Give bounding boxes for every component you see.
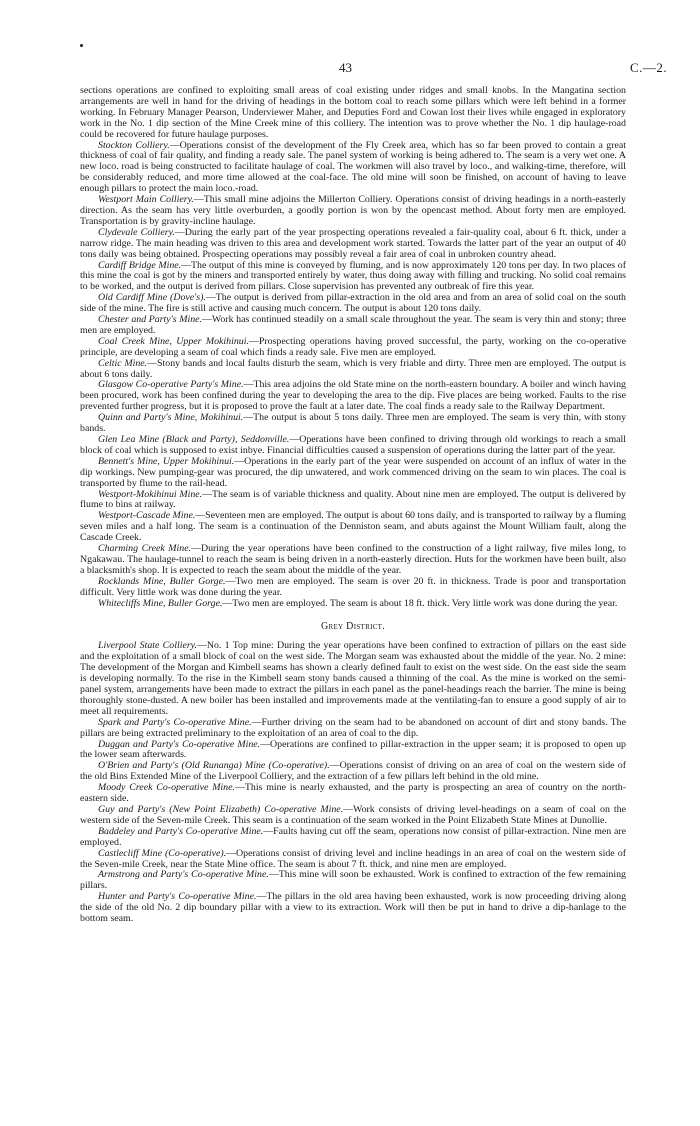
paragraph-title: Westport-Mokihinui Mine. (98, 488, 203, 500)
paragraph-text: —Operations consist of driving on an area of coal on the western side of the old Bins Extended Mine of the Liverpool Colliery, and the extraction of a few pillars left behind in the old mine. (80, 760, 626, 783)
document-code: C.—2. (630, 60, 668, 75)
paragraph (80, 141, 626, 196)
paragraph (80, 870, 626, 892)
paragraph-text: —Faults having cut off the seam, operations now consist of pillar-extraction. Nine men are employed. (80, 825, 626, 848)
paragraph-title: Guy and Party's (New Point Elizabeth) Co-operative Mine. (98, 804, 344, 815)
paragraph-title: Liverpool State Colliery. (98, 640, 197, 652)
paragraph (80, 315, 626, 337)
paragraph-text: sections operations are confined to exploiting small areas of coal existing under ridges and small knobs. In the Mangatina section arrangements are well in hand for the driving of headings in the bottom coal to reach some pillars which were left behind in a former working. In February Manager Pearson, Underviewer Maher, and Deputies Ford and Cowan lost their lives while engaged in exploratory work in the No. 1 dip section of the Mine Creek mine of this colliery. The intention was to prove whether the No. 1 dip haulage-road could be recovered for future haulage purposes. (80, 85, 626, 140)
paragraph-text: —Two men are employed. The seam is about 18 ft. thick. Very little work was done during the year. (222, 597, 618, 609)
paragraph-text: —Two men are employed. The seam is over 20 ft. in thickness. Trade is poor and transportation difficult. Very little work was done during the year. (80, 575, 626, 598)
paragraph (80, 892, 626, 925)
section-grey-district (80, 641, 626, 925)
paragraph-text: —This mine will soon be exhausted. Work is confined to extraction of the few remaining pillars. (80, 869, 626, 892)
paragraph-text: —Work has continued steadily on a small scale throughout the year. The seam is very thin and stony; three men are employed. (80, 314, 627, 336)
paragraph-text: —Prospecting operations having proved successful, the party, working on the co-operative principle, are developing a seam of coal which finds a ready sale. Five men are employed. (80, 335, 627, 358)
paragraph-text: —Operations have been confined to driving through old workings to reach a small block of coal which is supposed to exist inbye. Financial difficulties caused a suspension of operations during the latter part of the year. (80, 434, 626, 456)
paragraph-title: O'Brien and Party's (Old Runanga) Mine (Co-operative). (98, 760, 330, 772)
paragraph-text: —The output of this mine is conveyed by fluming, and is now approximately 120 tons per day. In two places of this mine the coal is got by the miners and transported entirely by water, thus doing away with filling and trucking. No solid coal remains to be worked, and the output is derived from pillars. Close supervision has prevented any outbreak of fire this year. (80, 259, 626, 293)
paragraph (80, 849, 626, 871)
paragraph (80, 577, 626, 599)
paragraph (80, 761, 626, 783)
paragraph (80, 228, 626, 261)
paragraph (80, 544, 626, 577)
page-number: 43 (339, 60, 352, 75)
paragraph-title: Coal Creek Mine, Upper Mokihinui. (98, 335, 249, 347)
paragraph (80, 740, 626, 762)
paragraph (80, 718, 626, 740)
section-westport-district (80, 86, 626, 610)
paragraph-title: Old Cardiff Mine (Dove's). (98, 292, 206, 304)
paragraph-text: —This area adjoins the old State mine on the north-eastern boundary. A boiler and winch having been procured, work has been confined during the year to developing the area to the dip. Five places are being worked. Faults to the rise prevented further progress, but it is proposed to prove the fault at a later date. The coal finds a ready sale to the Railway Department. (80, 379, 626, 413)
paragraph-text: —This mine is nearly exhausted, and the party is prospecting an area of country on the north-eastern side. (80, 782, 626, 805)
paragraph-text: —Operations consist of driving level and incline headings in an area of coal on the western side of the Seven-mile Creek, near the State Mine office. The seam is about 7 ft. thick, and nine men are employed. (80, 847, 626, 870)
paragraph (80, 86, 626, 141)
paragraph-title: Whitecliffs Mine, Buller Gorge. (98, 597, 223, 609)
paragraph-text: —The pillars in the old area having been exhausted, work is now proceeding driving along the side of the old No. 2 dip boundary pillar with a view to its extraction. Work will then be put in hand to drive a dip-hanlage to the bottom seam. (80, 891, 627, 925)
paragraph (80, 337, 626, 359)
paragraph-text: —During the early part of the year prospecting operations revealed a fair-quality coal, about 6 ft. thick, under a narrow ridge. The main heading was driven to this area and development work started. Towards the latter part of the year an output of 40 tons daily was being obtained. Prospecting operations may possibly reveal a fair area of coal in unbroken country ahead. (80, 226, 626, 260)
paragraph (80, 805, 626, 827)
paragraph (80, 490, 626, 512)
paragraph-title: Castlecliff Mine (Co-operative). (98, 847, 227, 859)
paragraph-title: Hunter and Party's Co-operative Mine. (98, 891, 257, 903)
paragraph-text: —The output is about 5 tons daily. Three men are employed. The seam is very thin, with stony bands. (80, 412, 627, 435)
paragraph-title: Westport Main Colliery. (98, 194, 194, 206)
paragraph (80, 599, 626, 610)
paragraph (80, 783, 626, 805)
paragraph-title: Charming Creek Mine. (98, 543, 192, 555)
paragraph-title: Clydevale Colliery. (98, 226, 175, 238)
paragraph-title: Rocklands Mine, Buller Gorge. (98, 575, 226, 587)
paragraph (80, 827, 626, 849)
paragraph-title: Chester and Party's Mine. (98, 314, 202, 326)
paragraph-text: —Stony bands and local faults disturb the seam, which is very friable and dirty. Three men are employed. The output is about 6 tons daily. (80, 357, 626, 380)
paragraph-text: —The output is derived from pillar-extraction in the old area and from an area of solid coal on the south side of the mine. The fire is still active and causing much concern. The output is about 120 tons daily. (80, 292, 626, 315)
document-body (80, 86, 626, 925)
paragraph-text: —No. 1 Top mine: During the year operations have been confined to extraction of pillars on the east side and the exploitation of a small block of coal on the west side. The Morgan seam was exhausted about the middle of the year. No. 2 mine: The development of the Morgan and Kimbell seams has shown a clearly defined fault to exist on the west side. On the east side the seam is developing normally. To the rise in the Kimbell seam stony bands caused a thinning of the coal. As the mine is worked on the semi-panel system, arrangements have been made to extract the pillars in each panel as the panel-headings reach the barrier. The mine is being thoroughly stone-dusted. A new boiler has been installed and improvements made at the ventilating-fan to ensure a good supply of air to meet all requirements. (80, 640, 626, 717)
paragraph-title: Duggan and Party's Co-operative Mine. (98, 738, 261, 750)
paragraph-title: Westport-Cascade Mine. (98, 510, 196, 522)
paragraph (80, 195, 626, 228)
paragraph-text: —Work consists of driving level-headings on a seam of coal on the western side of the Seven-mile Creek. This seam is a continuation of the seam worked in the Point Elizabeth State Mines at Dunollie. (80, 804, 626, 826)
paragraph-title: Celtic Mine. (98, 357, 148, 369)
paragraph-title: Glasgow Co-operative Party's Mine. (98, 379, 244, 391)
paragraph (80, 380, 626, 413)
paragraph (80, 359, 626, 381)
paragraph-text: —The seam is of variable thickness and quality. About nine men are employed. The output is delivered by flume to bins at railway. (80, 488, 626, 511)
paragraph (80, 511, 626, 544)
paragraph-title: Cardiff Bridge Mine. (98, 259, 182, 271)
paragraph-title: Moody Creek Co-operative Mine. (98, 782, 235, 794)
paragraph-title: Baddeley and Party's Co-operative Mine. (98, 825, 264, 837)
paragraph-text: —Operations consist of the development of the Fly Creek area, which has so far been proved to contain a great thickness of coal of fair quality, and finding a ready sale. The panel system of working is being adhered to. The seam is a very wet one. A new loco. road is being constructed to facilitate haulage of coal. The workmen will also travel by loco., and walking-time, therefore, will be considerably reduced, and more time allowed at the coal-face. The old mine will soon be finished, on account of having to leave enough pillars to protect the main loco.-road. (80, 139, 626, 195)
paragraph-text: —During the year operations have been confined to the construction of a light railway, five miles long, to Ngakawau. The haulage-tunnel to reach the seam is being driven in a north-easterly direction. Huts for the workmen have been built, also a blacksmith's shop. It is expected to reach the seam about the middle of the year. (80, 543, 626, 576)
paragraph-text: —This small mine adjoins the Millerton Colliery. Operations consist of driving headings in a north-easterly direction. As the seam has very little overburden, a goodly portion is won by the opencast method. About forty men are employed. Transportation is by gravity-incline haulage. (80, 194, 626, 227)
margin-mark (80, 44, 83, 47)
paragraph (80, 413, 626, 435)
paragraph (80, 435, 626, 457)
paragraph-title: Bennett's Mine, Upper Mokihinui. (98, 455, 235, 467)
paragraph-text: —Further driving on the seam had to be abandoned on account of dirt and stony bands. The pillars are being extracted preliminary to the exploitation of an area of coal to the dip. (80, 716, 627, 739)
paragraph (80, 293, 626, 315)
paragraph (80, 641, 626, 717)
paragraph (80, 457, 626, 490)
paragraph-title: Armstrong and Party's Co-operative Mine. (98, 869, 269, 881)
paragraph-text: —Operations in the early part of the year were suspended on account of an influx of water in the dip workings. New pumping-gear was procured, the dip unwatered, and work commenced driving on the seam to win places. The coal is transported by flume to the rail-head. (80, 455, 626, 489)
paragraph-title: Glen Lea Mine (Black and Party), Seddonville. (98, 434, 290, 445)
paragraph-text: —Operations are confined to pillar-extraction in the upper seam; it is proposed to open up the lower seam afterwards. (80, 738, 626, 761)
paragraph (80, 261, 626, 294)
paragraph-title: Stockton Colliery. (98, 139, 170, 151)
paragraph-title: Quinn and Party's Mine, Mokihinui. (98, 412, 244, 424)
section-heading: Grey District. (320, 620, 386, 632)
paragraph-title: Spark and Party's Co-operative Mine. (98, 716, 252, 728)
paragraph-text: —Seventeen men are employed. The output is about 60 tons daily, and is transported to railway by a fluming seven miles and a half long. The seam is a continuation of the Denniston seam, and abuts against the Mount William fault, along the Cascade Creek. (80, 510, 626, 544)
